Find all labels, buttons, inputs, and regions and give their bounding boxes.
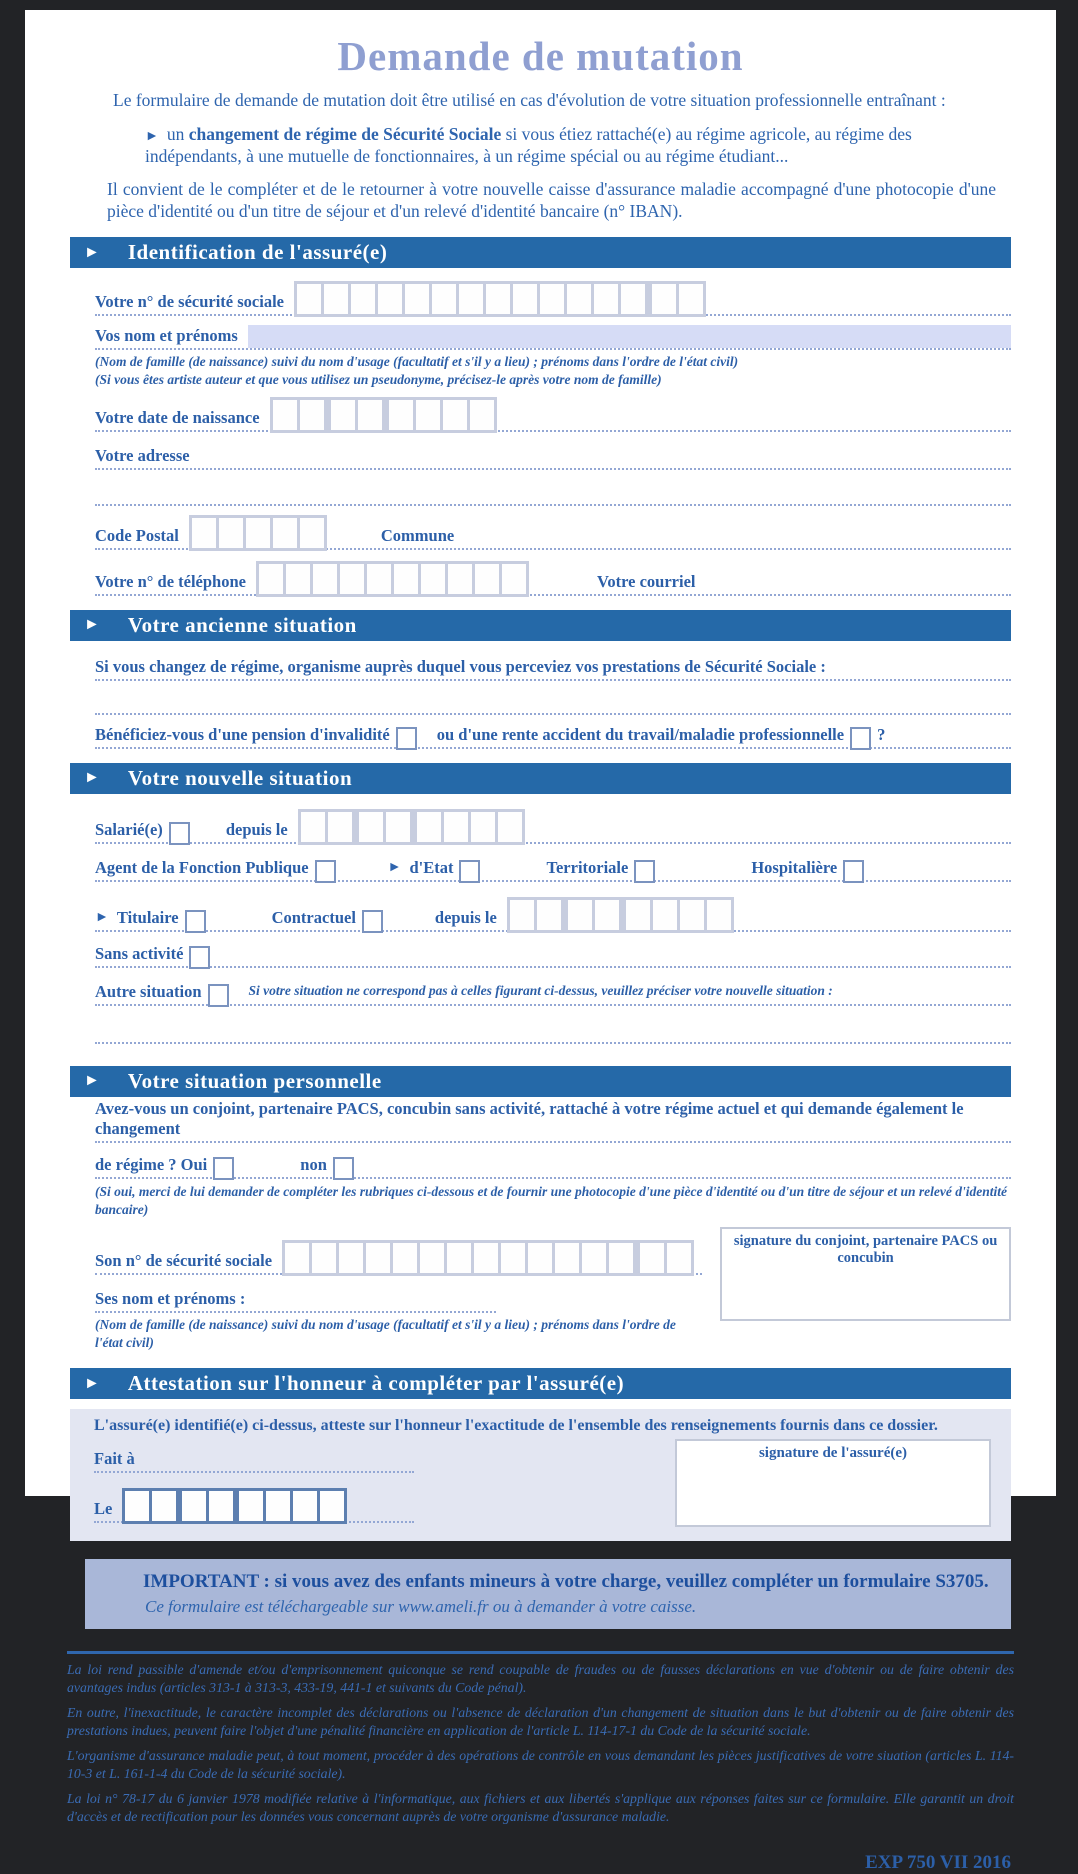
birthdate-label: Votre date de naissance — [95, 407, 260, 427]
depuis-le-2-label: depuis le — [434, 907, 497, 927]
cell-group — [192, 518, 324, 548]
cell-group — [568, 900, 619, 930]
input-cell[interactable] — [393, 1243, 417, 1273]
territoriale-label: Territoriale — [546, 857, 629, 877]
input-cell[interactable] — [443, 400, 467, 430]
secu-number-boxes[interactable] — [294, 281, 706, 317]
postal-code-boxes[interactable] — [189, 515, 327, 551]
conjoint-question-label: Avez-vous un conjoint, partenaire PACS, concubin sans activité, rattaché à votre régime actuel et qui demande également le changement — [95, 1098, 964, 1138]
sans-activite-row — [95, 932, 1011, 968]
name-input-band[interactable] — [248, 325, 1011, 348]
input-cell[interactable] — [568, 900, 592, 930]
input-cell[interactable] — [219, 518, 243, 548]
sans-activite-label: Sans activité — [95, 943, 184, 963]
intro-bullet — [145, 124, 986, 168]
assure-signature-box[interactable] — [675, 1439, 991, 1527]
titulaire-checkbox[interactable] — [185, 910, 206, 933]
input-cell[interactable] — [416, 400, 440, 430]
etat-label: d'Etat — [409, 857, 454, 877]
intro-paragraph-1: Le formulaire de demande de mutation doit être utilisé en cas d'évolution de votre situation professionnelle entraînant : — [113, 90, 946, 110]
pension-invalidite-checkbox[interactable] — [396, 727, 417, 750]
input-cell[interactable] — [389, 400, 413, 430]
input-cell[interactable] — [421, 564, 445, 594]
section-title: Identification de l'assuré(e) — [127, 240, 388, 265]
important-box — [85, 1559, 1011, 1629]
attestation-statement: L'assuré(e) identifié(e) ci-dessus, atteste sur l'honneur l'exactitude de l'ensemble des renseignements fournis dans ce dossier. — [94, 1417, 938, 1435]
triangle-bullet-icon: ► — [95, 909, 109, 925]
triangle-icon: ► — [84, 616, 100, 634]
name-label: Vos nom et prénoms — [95, 326, 238, 346]
conjoint-names-label: Ses nom et prénoms : — [95, 1289, 246, 1308]
input-cell[interactable] — [359, 812, 383, 842]
contractuel-label: Contractuel — [271, 907, 356, 927]
input-cell[interactable] — [266, 1491, 290, 1521]
fait-a-label: Fait à — [94, 1449, 135, 1469]
input-cell[interactable] — [366, 1243, 390, 1273]
triangle-icon: ► — [84, 769, 100, 787]
input-cell[interactable] — [652, 284, 676, 314]
birthdate-row — [95, 390, 1011, 432]
conjoint-secu-boxes[interactable] — [282, 1240, 694, 1276]
input-cell[interactable] — [474, 1243, 498, 1273]
cell-group — [652, 284, 703, 314]
cell-group — [359, 812, 410, 842]
hospitaliere-checkbox[interactable] — [843, 860, 864, 883]
cell-group — [640, 1243, 691, 1273]
input-cell[interactable] — [300, 518, 324, 548]
conjoint-columns — [95, 1227, 1011, 1352]
input-cell[interactable] — [300, 400, 324, 430]
input-cell[interactable] — [313, 564, 337, 594]
input-cell[interactable] — [239, 1491, 263, 1521]
input-cell[interactable] — [626, 900, 650, 930]
cell-group — [259, 564, 526, 594]
input-cell[interactable] — [209, 1491, 233, 1521]
autre-situation-note: Si votre situation ne correspond pas à celles figurant ci-dessus, veuillez préciser votre nouvelle situation : — [248, 983, 833, 999]
salarie-checkbox[interactable] — [169, 822, 190, 845]
question-mark-label: ? — [877, 724, 886, 744]
hospitaliere-label: Hospitalière — [751, 857, 838, 877]
bullet-bold: changement de régime de Sécurité Sociale — [188, 123, 502, 144]
triangle-bullet-icon: ► — [387, 859, 402, 875]
input-cell[interactable] — [582, 1243, 606, 1273]
input-cell[interactable] — [312, 1243, 336, 1273]
cell-group — [626, 900, 731, 930]
old-regime-row[interactable] — [95, 643, 1011, 681]
territoriale-checkbox[interactable] — [634, 860, 655, 883]
pension-row — [95, 715, 1011, 749]
autre-situation-label: Autre situation — [95, 981, 202, 1001]
input-cell[interactable] — [470, 400, 494, 430]
non-checkbox[interactable] — [333, 1157, 354, 1180]
input-cell[interactable] — [125, 1491, 149, 1521]
input-cell[interactable] — [358, 400, 382, 430]
conjoint-secu-row — [95, 1227, 702, 1275]
conjoint-question-row — [95, 1099, 1011, 1143]
cell-group — [510, 900, 561, 930]
titulaire-row — [95, 882, 1011, 932]
cell-group — [285, 1243, 633, 1273]
input-cell[interactable] — [420, 1243, 444, 1273]
input-cell[interactable] — [182, 1491, 206, 1521]
email-label: Votre courriel — [596, 571, 696, 591]
conjoint-names-row[interactable] — [95, 1275, 496, 1313]
section-identification — [70, 268, 1011, 595]
attestation-columns — [94, 1437, 991, 1527]
input-cell[interactable] — [328, 812, 352, 842]
secu-number-label: Votre n° de sécurité sociale — [95, 292, 284, 312]
phone-label: Votre n° de téléphone — [95, 571, 246, 591]
section-situation-personnelle — [70, 1097, 1011, 1353]
section-title: Attestation sur l'honneur à compléter par l'assuré(e) — [127, 1371, 625, 1396]
titulaire-date-boxes[interactable] — [507, 897, 734, 933]
autre-situation-write-in[interactable] — [95, 1006, 1011, 1044]
input-cell[interactable] — [609, 1243, 633, 1273]
input-cell[interactable] — [537, 900, 561, 930]
input-cell[interactable] — [486, 284, 510, 314]
section-nouvelle-situation — [70, 794, 1011, 1044]
salarie-date-boxes[interactable] — [298, 809, 525, 845]
phone-email-row — [95, 550, 1011, 596]
input-cell[interactable] — [459, 284, 483, 314]
input-cell[interactable] — [417, 812, 441, 842]
input-cell[interactable] — [339, 1243, 363, 1273]
titulaire-label: Titulaire — [116, 907, 179, 927]
input-cell[interactable] — [152, 1491, 176, 1521]
input-cell[interactable] — [286, 564, 310, 594]
form-reference: EXP 750 VII 2016 — [865, 1851, 1011, 1873]
intro-paragraph-2: Il convient de le compléter et de le retourner à votre nouvelle caisse d'assurance maladie accompagné d'une photocopie d'une pièce d'identité ou d'un titre de séjour et d'un relevé d'identité bancaire (n° IBAN). — [107, 178, 996, 222]
le-label: Le — [94, 1499, 113, 1519]
input-cell[interactable] — [502, 564, 526, 594]
section-header-attestation — [70, 1368, 1011, 1399]
phone-boxes[interactable] — [256, 561, 529, 597]
cell-group — [182, 1491, 233, 1521]
cell-group — [301, 812, 352, 842]
birthdate-boxes[interactable] — [270, 397, 497, 433]
page-title: Demande de mutation — [337, 33, 744, 79]
oui-non-row — [95, 1143, 1011, 1179]
cell-group — [125, 1491, 176, 1521]
autre-situation-row — [95, 968, 1011, 1006]
input-cell[interactable] — [471, 812, 495, 842]
cell-group — [273, 400, 324, 430]
agent-fonction-publique-label: Agent de la Fonction Publique — [95, 857, 309, 877]
input-cell[interactable] — [621, 284, 645, 314]
section-title: Votre nouvelle situation — [127, 765, 353, 790]
input-cell[interactable] — [667, 1243, 691, 1273]
conjoint-signature-box[interactable] — [720, 1227, 1011, 1321]
input-cell[interactable] — [680, 900, 704, 930]
input-cell[interactable] — [246, 518, 270, 548]
triangle-bullet-icon: ► — [145, 128, 159, 144]
section-title: Votre situation personnelle — [127, 1068, 382, 1093]
triangle-icon: ► — [84, 1374, 100, 1392]
autre-situation-checkbox[interactable] — [208, 984, 229, 1007]
input-cell[interactable] — [640, 1243, 664, 1273]
cell-group — [297, 284, 645, 314]
input-cell[interactable] — [679, 284, 703, 314]
input-cell[interactable] — [273, 518, 297, 548]
secu-number-row — [95, 270, 1011, 316]
cell-group — [389, 400, 494, 430]
cell-group — [417, 812, 522, 842]
input-cell[interactable] — [297, 284, 321, 314]
input-cell[interactable] — [567, 284, 591, 314]
section-header-ancienne-situation — [70, 610, 1011, 641]
input-cell[interactable] — [432, 284, 456, 314]
rente-accident-checkbox[interactable] — [850, 727, 871, 750]
rente-accident-label: ou d'une rente accident du travail/maladie professionnelle — [436, 724, 845, 744]
input-cell[interactable] — [331, 400, 355, 430]
input-cell[interactable] — [259, 564, 283, 594]
legal-notices — [67, 1661, 1014, 1825]
input-cell[interactable] — [273, 400, 297, 430]
conjoint-signature-label: signature du conjoint, partenaire PACS ou concubin — [733, 1233, 998, 1266]
section-header-nouvelle-situation — [70, 763, 1011, 794]
pension-invalidite-label: Bénéficiez-vous d'une pension d'invalidité — [95, 724, 390, 744]
input-cell[interactable] — [285, 1243, 309, 1273]
section-title: Votre ancienne situation — [127, 612, 357, 637]
non-label: non — [300, 1154, 327, 1174]
input-cell[interactable] — [653, 900, 677, 930]
address-row-2[interactable] — [95, 470, 1011, 506]
input-cell[interactable] — [555, 1243, 579, 1273]
le-date-row — [94, 1473, 414, 1523]
salarie-label: Salarié(e) — [95, 819, 163, 839]
salarie-row — [95, 796, 1011, 844]
legal-paragraph: La loi n° 78-17 du 6 janvier 1978 modifiée relative à l'informatique, aux fichiers et aux libertés s'applique aux réponses faites sur ce formulaire. Elle garantit un droit d'accès et de rectification pour les données vous concernant auprès de votre organisme d'assurance maladie. — [67, 1790, 1014, 1824]
input-cell[interactable] — [448, 564, 472, 594]
contractuel-checkbox[interactable] — [362, 910, 383, 933]
postal-commune-row — [95, 506, 1011, 550]
postal-code-label: Code Postal — [95, 525, 179, 545]
depuis-le-label: depuis le — [225, 819, 288, 839]
input-cell[interactable] — [528, 1243, 552, 1273]
fait-a-row[interactable] — [94, 1437, 414, 1473]
input-cell[interactable] — [367, 564, 391, 594]
input-cell[interactable] — [510, 900, 534, 930]
input-cell[interactable] — [351, 284, 375, 314]
etat-checkbox[interactable] — [459, 860, 480, 883]
commune-label: Commune — [380, 525, 455, 545]
conjoint-secu-label: Son n° de sécurité sociale — [95, 1251, 273, 1270]
legal-paragraph: En outre, l'inexactitude, le caractère incomplet des déclarations ou l'absence de déclaration d'un changement de situation dans le but d'obtenir ou de faire obtenir des prestations indues, peuvent faire l'objet d'une pénalité financière en application de l'article L. 114-17-1 du Code de la sécurité sociale. — [67, 1705, 1014, 1739]
input-cell[interactable] — [498, 812, 522, 842]
bullet-rest: si vous étiez rattaché(e) au régime agricole, au régime des indépendants, à une mutuelle de fonctionnaires, à un régime spécial ou au régime étudiant... — [145, 123, 912, 166]
input-cell[interactable] — [444, 812, 468, 842]
input-cell[interactable] — [293, 1491, 317, 1521]
input-cell[interactable] — [594, 284, 618, 314]
agent-fonction-publique-checkbox[interactable] — [315, 860, 336, 883]
input-cell[interactable] — [475, 564, 499, 594]
input-cell[interactable] — [513, 284, 537, 314]
fonction-publique-row — [95, 844, 1011, 882]
attestation-panel — [70, 1409, 1011, 1541]
section-header-situation-personnelle — [70, 1066, 1011, 1097]
legal-paragraph: L'organisme d'assurance maladie peut, à tout moment, procéder à des opérations de contrôle en vous demandant les pièces justificatives de votre siuation (articles L. 114-10-3 et L. 161-1-4 du Code de la sécurité sociale). — [67, 1748, 1014, 1782]
triangle-icon: ► — [84, 243, 100, 261]
section-header-identification — [70, 237, 1011, 268]
section-ancienne-situation — [70, 641, 1011, 749]
cell-group — [239, 1491, 344, 1521]
input-cell[interactable] — [394, 564, 418, 594]
conjoint-names-note: (Nom de famille (de naissance) suivi du nom d'usage (facultatif et s'il y a lieu) ; prénoms dans l'ordre de l'état civil) — [95, 1317, 676, 1351]
sans-activite-checkbox[interactable] — [189, 946, 210, 969]
bullet-pre: un — [166, 123, 189, 144]
form-page — [25, 10, 1056, 1873]
input-cell[interactable] — [378, 284, 402, 314]
old-regime-row-2[interactable] — [95, 681, 1011, 715]
le-date-boxes[interactable] — [122, 1488, 347, 1524]
input-cell[interactable] — [340, 564, 364, 594]
input-cell[interactable] — [301, 812, 325, 842]
old-regime-label: Si vous changez de régime, organisme auprès duquel vous perceviez vos prestations de Sécurité Sociale : — [95, 656, 826, 676]
input-cell[interactable] — [595, 900, 619, 930]
input-cell[interactable] — [405, 284, 429, 314]
input-cell[interactable] — [320, 1491, 344, 1521]
conjoint-left-column — [95, 1227, 702, 1352]
oui-checkbox[interactable] — [213, 1157, 234, 1180]
assure-signature-label: signature de l'assuré(e) — [758, 1445, 908, 1462]
important-line-2: Ce formulaire est téléchargeable sur www.ameli.fr ou à demander à votre caisse. — [145, 1597, 697, 1617]
attestation-left-column — [94, 1437, 675, 1527]
legal-paragraph: La loi rend passible d'amende et/ou d'emprisonnement quiconque se rend coupable de fraudes ou de fausses déclarations en vue d'obtenir ou de faire obtenir des avantages indus (articles 313-1 à 313-3, 433-19, 441-1 et suivants du Code pénal). — [67, 1662, 1014, 1696]
input-cell[interactable] — [501, 1243, 525, 1273]
input-cell[interactable] — [707, 900, 731, 930]
regime-oui-label: de régime ? Oui — [95, 1154, 208, 1174]
input-cell[interactable] — [540, 284, 564, 314]
name-note-2: (Si vous êtes artiste auteur et que vous utilisez un pseudonyme, précisez-le après votre nom de famille) — [95, 372, 662, 388]
footer-divider — [67, 1651, 1014, 1654]
cell-group — [331, 400, 382, 430]
input-cell[interactable] — [324, 284, 348, 314]
conjoint-note: (Si oui, merci de lui demander de compléter les rubriques ci-dessous et de fournir une photocopie d'une pièce d'identité ou d'un titre de séjour et un relevé d'identité bancaire) — [95, 1183, 1007, 1217]
input-cell[interactable] — [447, 1243, 471, 1273]
important-line-1: IMPORTANT : si vous avez des enfants mineurs à votre charge, veuillez compléter un formulaire S3705. — [143, 1571, 989, 1593]
address-label: Votre adresse — [95, 445, 190, 465]
input-cell[interactable] — [386, 812, 410, 842]
input-cell[interactable] — [192, 518, 216, 548]
name-row — [95, 316, 1011, 350]
triangle-icon: ► — [84, 1072, 100, 1090]
address-row[interactable] — [95, 432, 1011, 470]
name-note-1: (Nom de famille (de naissance) suivi du nom d'usage (facultatif et s'il y a lieu) ; prénoms dans l'ordre de l'état civil) — [95, 354, 739, 370]
